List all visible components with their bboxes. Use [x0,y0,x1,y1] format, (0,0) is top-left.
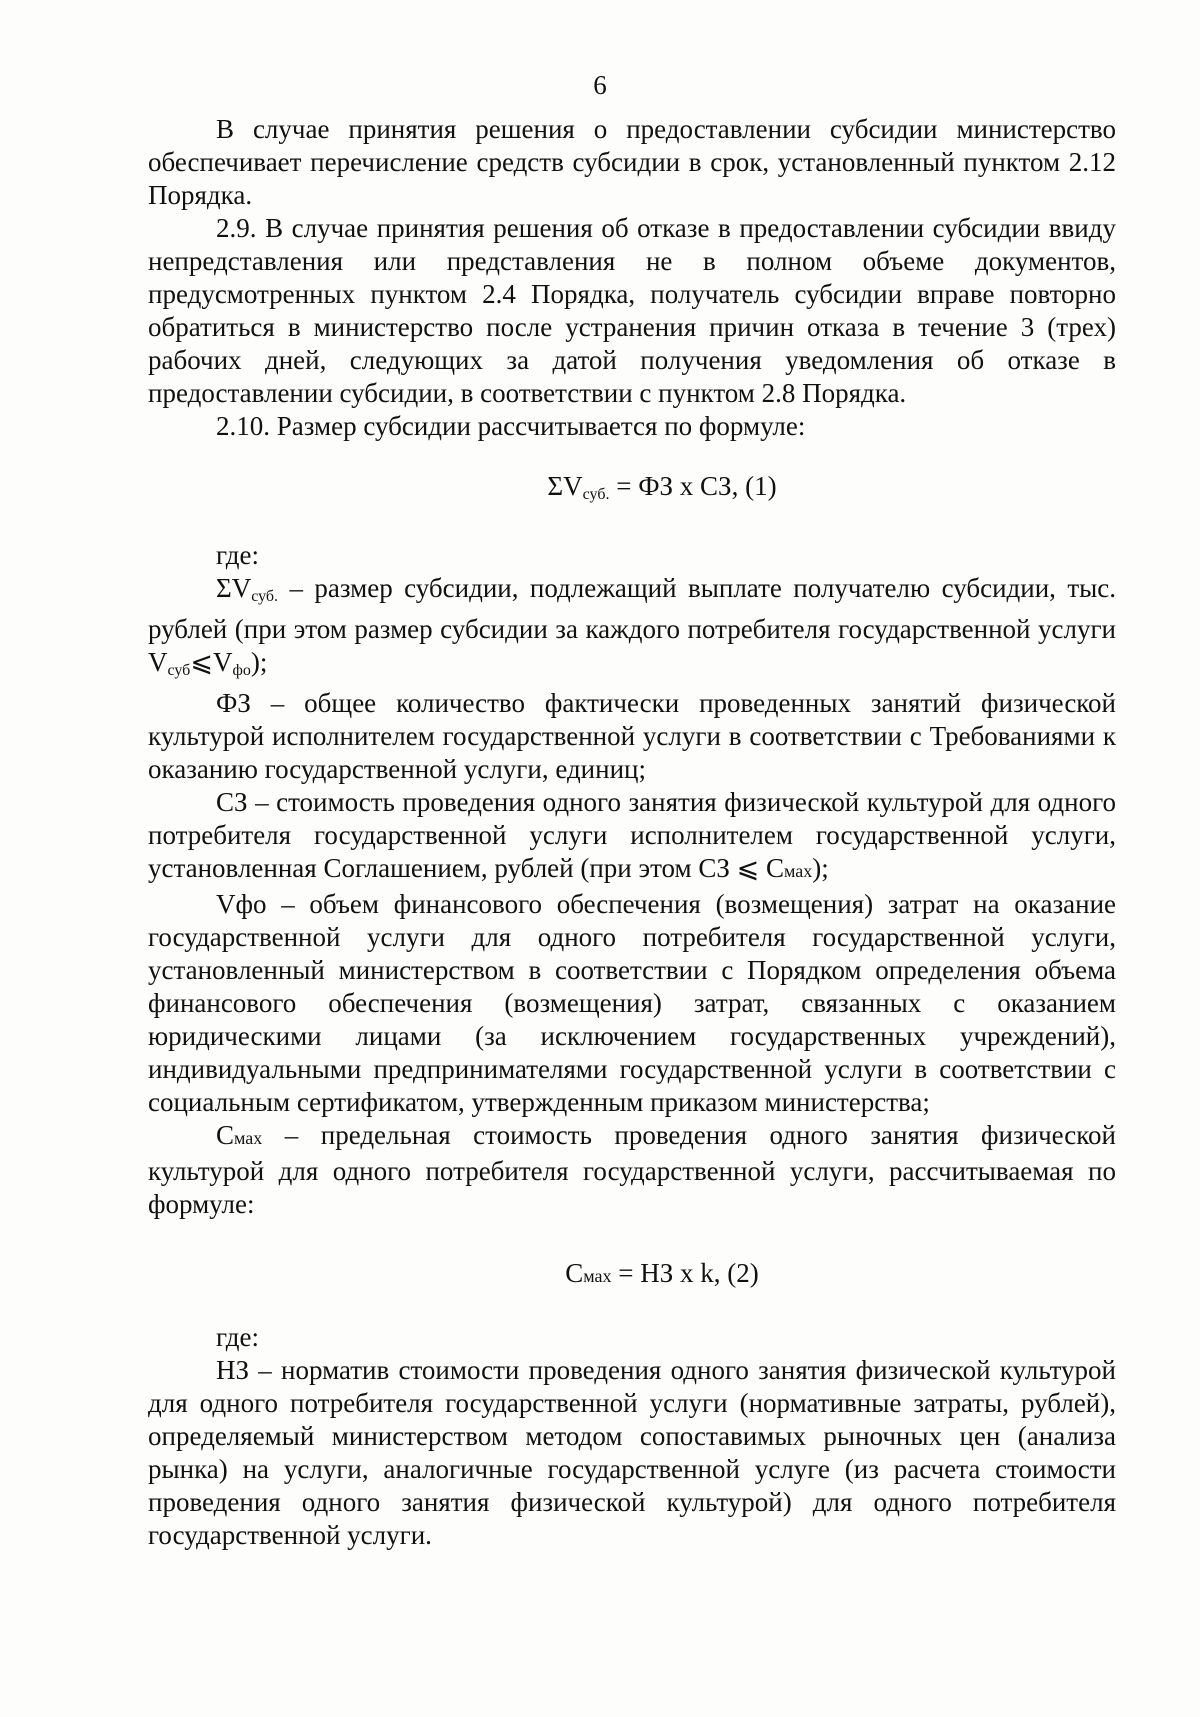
definition-cmax-text: – предельная стоимость проведения одного занятия физической культурой для одного потребителя государственной услуги, рассчитываемая по формуле: [148,1120,1116,1219]
definition-sz-end: ); [812,853,829,883]
formula-2 [148,1257,1116,1293]
formula-1-lhs-subscript: суб. [582,486,610,503]
definition-vfo: Vфо – объем финансового обеспечения (возмещения) затрат на оказание государственной услуги для одного потребителя государственной услуги, установленный министерством в соответствии с Порядком определения объема финансового обеспечения (возмещения) затрат, связанных с оказанием юридическими лицами (за исключением государственных учреждений), индивидуальными предпринимателями государственной услуги в соответствии с социальным сертификатом, утвержденным приказом министерства; [148,889,1116,1117]
condition-subscript-sub: суб [167,662,191,679]
symbol-v-sub-subscript: суб. [251,588,279,605]
formula-2-rhs: = НЗ х k, (2) [611,1258,759,1288]
paragraph-2-10: 2.10. Размер субсидии рассчитывается по формуле: [216,411,806,441]
cmax-subscript: мах [784,861,813,881]
paragraph-subsidy-transfer: В случае принятия решения о предоставлении субсидии министерство обеспечивает перечисление средств субсидии в срок, установленный пунктом 2.12 Порядка. [148,114,1116,210]
condition-end: ); [250,647,268,677]
condition-middle: ⩽V [190,647,233,677]
symbol-v-sub: ΣV [216,573,252,603]
definition-sz [148,786,1116,888]
formula-1-lhs: ΣV [547,471,583,501]
formula-2-lhs-subscript: мах [583,1266,612,1286]
condition-subscript-fo: фо [232,662,251,679]
definition-fz: ФЗ – общее количество фактически проведенных занятий физической культурой исполнителем государственной услуги в соответствии с Требованиями к оказанию государственной услуги, единиц; [148,688,1116,784]
definition-cmax [148,1119,1116,1221]
where-label-1: где: [216,540,259,570]
where-label-2: где: [216,1322,259,1352]
document-body [148,113,1116,1552]
formula-2-lhs: С [565,1258,584,1288]
formula-1-rhs: = ФЗ х СЗ, (1) [609,471,777,501]
symbol-cmax: С [216,1120,235,1150]
symbol-cmax-subscript: мах [234,1128,263,1148]
formula-1 [148,470,1116,511]
definition-sz-text: СЗ – стоимость проведения одного занятия физической культурой для одного потребителя государственной услуги исполнителем государственной услуги, установленная Соглашением, рублей (при этом СЗ ⩽ С [148,787,1116,883]
definition-nz: НЗ – норматив стоимости проведения одного занятия физической культурой для одного потребителя государственной услуги (нормативные затраты, рублей), определяемый министерством методом сопоставимых рыночных цен (анализа рынка) на услуги, аналогичные государственной услуге (из расчета стоимости проведения одного занятия физической культурой) для одного потребителя государственной услуги. [148,1355,1116,1550]
paragraph-2-9: 2.9. В случае принятия решения об отказе в предоставлении субсидии ввиду непредставления или представления не в полном объеме документов, предусмотренных пунктом 2.4 Порядка, получатель субсидии вправе повторно обратиться в министерство после устранения причин отказа в течение 3 (трех) рабочих дней, следующих за датой получения уведомления об отказе в предоставлении субсидии, в соответствии с пунктом 2.8 Порядка. [148,213,1116,408]
definition-subsidy-size-text: – размер субсидии, подлежащий выплате получателю субсидии, тыс. рублей (при этом размер субсидии за каждого потребителя государственной услуги V [148,573,1116,677]
definition-subsidy-size [148,572,1116,687]
page-number: 6 [593,70,607,100]
